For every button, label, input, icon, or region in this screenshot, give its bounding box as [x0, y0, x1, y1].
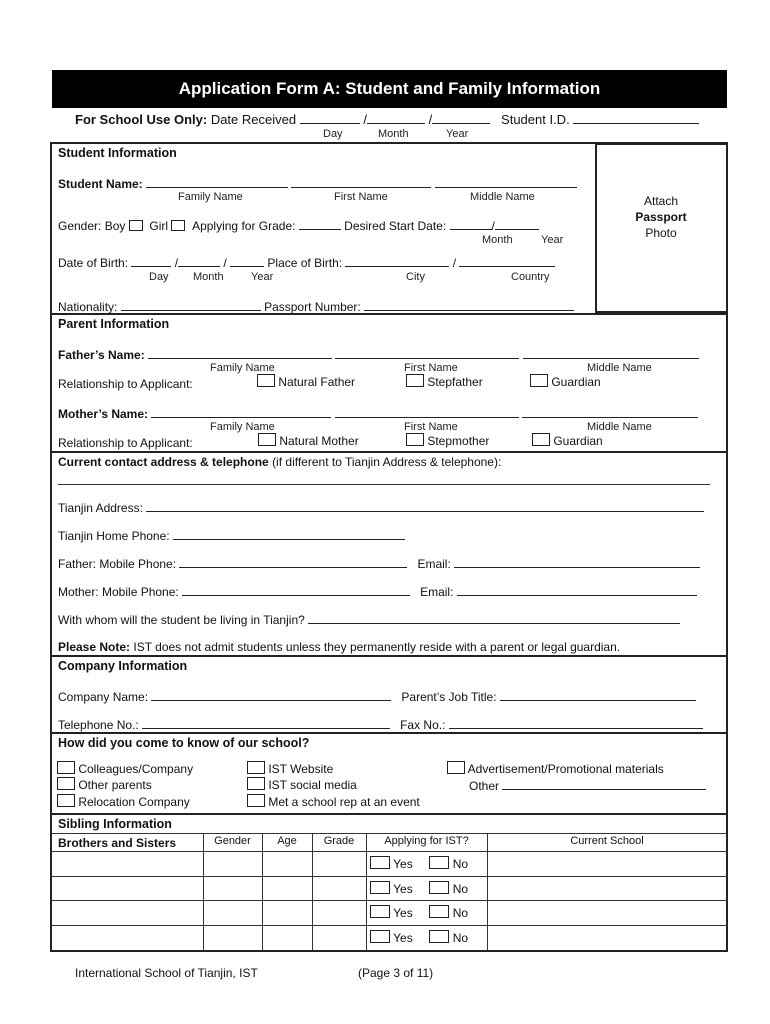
- sibling-4-no-label: No: [452, 931, 469, 945]
- mother-first-caption: First Name: [404, 421, 458, 433]
- referral-website[interactable]: [247, 761, 333, 776]
- father-first-caption: First Name: [404, 362, 458, 374]
- student-middle-name-caption: Middle Name: [470, 191, 535, 203]
- col-header-applying: Applying for IST?: [384, 835, 469, 847]
- home-phone-label: Tianjin Home Phone:: [58, 529, 170, 543]
- mother-first-name-field[interactable]: [335, 405, 519, 418]
- natural-mother-option[interactable]: [258, 433, 359, 448]
- referral-other-field[interactable]: [502, 777, 706, 790]
- nationality-label: Nationality:: [58, 300, 118, 314]
- nationality-row: [58, 298, 574, 314]
- living-with-row: [58, 611, 680, 627]
- sibling-row-4-applying: [370, 930, 468, 945]
- sibling-section-heading: Sibling Information: [58, 817, 172, 831]
- student-id-label: Student I.D.: [501, 112, 570, 127]
- company-section-heading: Company Information: [58, 659, 188, 673]
- father-name-label: Father’s Name:: [58, 348, 145, 362]
- tianjin-address-field[interactable]: [146, 499, 704, 512]
- photo-caption: [596, 193, 726, 241]
- father-relationship-label: Relationship to Applicant:: [58, 377, 193, 391]
- social-media-label: IST social media: [268, 778, 357, 792]
- note-label: Please Note:: [58, 640, 131, 654]
- school-use-month-caption: Month: [378, 128, 409, 140]
- father-mobile-field[interactable]: [179, 555, 407, 568]
- referral-advertisement[interactable]: [447, 761, 664, 776]
- sibling-row-line-4: [50, 925, 728, 926]
- stepfather-option[interactable]: [406, 374, 483, 389]
- sibling-4-yes-checkbox[interactable]: [370, 930, 390, 943]
- dob-day-field[interactable]: [131, 254, 171, 267]
- mother-family-name-field[interactable]: [151, 405, 331, 418]
- tianjin-address-row: [58, 499, 704, 515]
- sibling-3-yes-checkbox[interactable]: [370, 905, 390, 918]
- sibling-4-no-checkbox[interactable]: [429, 930, 449, 943]
- date-received-label: Date Received: [210, 112, 297, 127]
- col-header-current-school: Current School: [570, 835, 644, 847]
- referral-other-row: [469, 777, 706, 793]
- sibling-row-3-applying: [370, 905, 468, 920]
- natural-father-checkbox[interactable]: [257, 374, 275, 387]
- mother-mobile-field[interactable]: [182, 583, 410, 596]
- student-name-label: Student Name:: [58, 177, 143, 191]
- nationality-field[interactable]: [121, 298, 261, 311]
- student-family-name-caption: Family Name: [178, 191, 243, 203]
- referral-colleagues[interactable]: [57, 761, 193, 776]
- mother-mobile-row: [58, 583, 697, 599]
- stepmother-checkbox[interactable]: [406, 433, 424, 446]
- father-email-field[interactable]: [454, 555, 700, 568]
- colleagues-label: Colleagues/Company: [78, 762, 194, 776]
- father-mobile-row: [58, 555, 700, 571]
- col-header-grade: Grade: [323, 835, 355, 847]
- mother-family-caption: Family Name: [210, 421, 275, 433]
- sibling-2-no-label: No: [452, 882, 469, 896]
- fax-label: Fax No.:: [400, 718, 446, 732]
- website-checkbox[interactable]: [247, 761, 265, 774]
- school-rep-checkbox[interactable]: [247, 794, 265, 807]
- sibling-table-top: [50, 833, 728, 834]
- photo-photo-text: Photo: [645, 226, 677, 240]
- home-phone-field[interactable]: [173, 527, 405, 540]
- sibling-4-yes-label: Yes: [393, 931, 413, 945]
- mother-relationship-label: Relationship to Applicant:: [58, 436, 193, 450]
- contact-address-line[interactable]: [58, 484, 710, 485]
- divider-contact: [50, 451, 728, 453]
- mother-email-label: Email:: [420, 585, 454, 599]
- referral-section-heading: How did you come to know of our school?: [58, 736, 310, 750]
- start-year-caption: Year: [541, 234, 564, 246]
- relocation-checkbox[interactable]: [57, 794, 75, 807]
- grade-field[interactable]: [299, 217, 341, 230]
- col-header-siblings: Brothers and Sisters: [58, 836, 177, 850]
- dob-year-field[interactable]: [230, 254, 264, 267]
- natural-mother-label: Natural Mother: [279, 434, 359, 448]
- sibling-row-1-applying: [370, 856, 468, 871]
- sibling-1-no-label: No: [452, 857, 469, 871]
- date-received-month-field[interactable]: [367, 111, 425, 124]
- father-family-name-field[interactable]: [148, 346, 332, 359]
- living-with-label: With whom will the student be living in Tianjin?: [58, 613, 305, 627]
- other-parents-label: Other parents: [78, 778, 152, 792]
- job-title-field[interactable]: [500, 688, 696, 701]
- grade-label: Applying for Grade:: [192, 219, 296, 233]
- father-mobile-label: Father: Mobile Phone:: [58, 557, 177, 571]
- gender-boy-label: Gender: Boy: [58, 219, 126, 233]
- pob-city-caption: City: [406, 271, 425, 283]
- sibling-2-no-checkbox[interactable]: [429, 881, 449, 894]
- website-label: IST Website: [268, 762, 334, 776]
- start-year-field[interactable]: [495, 217, 539, 230]
- note-row: [58, 640, 620, 654]
- contact-heading-row: [58, 455, 501, 469]
- company-phone-label: Telephone No.:: [58, 718, 139, 732]
- dob-day-caption: Day: [149, 271, 169, 283]
- mother-mobile-label: Mother: Mobile Phone:: [58, 585, 179, 599]
- referral-relocation[interactable]: [57, 794, 190, 809]
- pob-label: Place of Birth:: [267, 256, 343, 270]
- fax-field[interactable]: [449, 716, 703, 729]
- sibling-row-line-2: [50, 876, 728, 877]
- footer-page: (Page 3 of 11): [358, 966, 434, 980]
- father-guardian-checkbox[interactable]: [530, 374, 548, 387]
- stepmother-option[interactable]: [406, 433, 489, 448]
- school-use-label: For School Use Only:: [75, 112, 208, 127]
- gender-girl-label: Girl: [149, 219, 169, 233]
- school-rep-label: Met a school rep at an event: [268, 795, 420, 809]
- sibling-row-line-1: [50, 851, 728, 852]
- col-header-gender: Gender: [214, 835, 251, 847]
- living-with-field[interactable]: [308, 611, 680, 624]
- referral-school-rep[interactable]: [247, 794, 420, 809]
- student-name-row: [58, 175, 577, 191]
- note-text: IST does not admit students unless they permanently reside with a parent or legal guardian.: [133, 640, 621, 654]
- photo-passport-text: Passport: [635, 210, 687, 224]
- start-month-field[interactable]: [450, 217, 492, 230]
- photo-attach-text: Attach: [643, 194, 679, 208]
- school-use-row: For School Use Only: Date Received / / Student I.D.: [75, 111, 699, 127]
- contact-section-heading: Current contact address & telephone: [58, 455, 269, 469]
- dob-year-caption: Year: [251, 271, 274, 283]
- referral-social-media[interactable]: [247, 777, 357, 792]
- social-media-checkbox[interactable]: [247, 777, 265, 790]
- pob-country-caption: Country: [511, 271, 550, 283]
- mother-middle-name-field[interactable]: [522, 405, 698, 418]
- stepmother-label: Stepmother: [427, 434, 490, 448]
- sibling-3-no-checkbox[interactable]: [429, 905, 449, 918]
- mother-guardian-option[interactable]: [532, 433, 603, 448]
- boy-checkbox[interactable]: [129, 220, 143, 231]
- date-received-day-field[interactable]: [300, 111, 360, 124]
- mother-middle-caption: Middle Name: [587, 421, 652, 433]
- school-use-year-caption: Year: [446, 128, 469, 140]
- student-section-heading: Student Information: [58, 146, 177, 160]
- divider-parent: [50, 313, 728, 315]
- father-family-caption: Family Name: [210, 362, 275, 374]
- sibling-row-2-applying: [370, 881, 468, 896]
- father-guardian-option[interactable]: [530, 374, 601, 389]
- tianjin-address-label: Tianjin Address:: [58, 501, 143, 515]
- company-phone-row: [58, 716, 703, 732]
- advertisement-label: Advertisement/Promotional materials: [467, 762, 664, 776]
- natural-father-label: Natural Father: [278, 375, 356, 389]
- referral-other-parents[interactable]: [57, 777, 152, 792]
- stepfather-label: Stepfather: [427, 375, 483, 389]
- dob-month-field[interactable]: [178, 254, 220, 267]
- referral-other-label: Other: [469, 779, 500, 793]
- birth-row: Date of Birth: / / Place of Birth: /: [58, 254, 555, 270]
- form-title: Application Form A: Student and Family Information: [52, 70, 727, 108]
- dob-month-caption: Month: [193, 271, 224, 283]
- gender-grade-row: Gender: Boy Girl Applying for Grade: Desired Start Date: /: [58, 217, 539, 233]
- sibling-1-yes-label: Yes: [393, 857, 413, 871]
- father-guardian-label: Guardian: [551, 375, 601, 389]
- divider-company: [50, 655, 728, 657]
- sibling-row-line-3: [50, 900, 728, 901]
- mother-guardian-checkbox[interactable]: [532, 433, 550, 446]
- pob-country-field[interactable]: [459, 254, 555, 267]
- sibling-2-yes-checkbox[interactable]: [370, 881, 390, 894]
- student-first-name-caption: First Name: [334, 191, 388, 203]
- company-phone-field[interactable]: [142, 716, 390, 729]
- student-id-field[interactable]: [573, 111, 699, 124]
- father-name-row: [58, 346, 699, 362]
- date-received-year-field[interactable]: [432, 111, 490, 124]
- relocation-label: Relocation Company: [78, 795, 190, 809]
- father-email-label: Email:: [417, 557, 451, 571]
- company-name-row: [58, 688, 696, 704]
- school-use-day-caption: Day: [323, 128, 343, 140]
- parent-section-heading: Parent Information: [58, 317, 170, 331]
- pob-city-field[interactable]: [345, 254, 449, 267]
- company-name-label: Company Name:: [58, 690, 149, 704]
- sibling-1-yes-checkbox[interactable]: [370, 856, 390, 869]
- mother-guardian-label: Guardian: [553, 434, 603, 448]
- advertisement-checkbox[interactable]: [447, 761, 465, 774]
- colleagues-checkbox[interactable]: [57, 761, 75, 774]
- father-middle-caption: Middle Name: [587, 362, 652, 374]
- student-family-name-field[interactable]: [146, 175, 288, 188]
- student-first-name-field[interactable]: [291, 175, 431, 188]
- natural-mother-checkbox[interactable]: [258, 433, 276, 446]
- dob-label: Date of Birth:: [58, 256, 129, 270]
- stepfather-checkbox[interactable]: [406, 374, 424, 387]
- sibling-1-no-checkbox[interactable]: [429, 856, 449, 869]
- footer-school: International School of Tianjin, IST: [75, 966, 258, 980]
- passport-number-field[interactable]: [364, 298, 574, 311]
- natural-father-option[interactable]: [257, 374, 355, 389]
- divider-referral: [50, 732, 728, 734]
- mother-email-field[interactable]: [457, 583, 697, 596]
- sibling-3-yes-label: Yes: [393, 906, 413, 920]
- student-middle-name-field[interactable]: [435, 175, 577, 188]
- father-first-name-field[interactable]: [335, 346, 519, 359]
- mother-name-label: Mother’s Name:: [58, 407, 149, 421]
- job-title-label: Parent’s Job Title:: [401, 690, 497, 704]
- contact-heading-note: (if different to Tianjin Address & telephone):: [272, 455, 502, 469]
- other-parents-checkbox[interactable]: [57, 777, 75, 790]
- girl-checkbox[interactable]: [171, 220, 185, 231]
- sibling-3-no-label: No: [452, 906, 469, 920]
- divider-sibling: [50, 813, 728, 815]
- start-month-caption: Month: [482, 234, 513, 246]
- sibling-2-yes-label: Yes: [393, 882, 413, 896]
- home-phone-row: [58, 527, 405, 543]
- mother-name-row: [58, 405, 698, 421]
- company-name-field[interactable]: [151, 688, 391, 701]
- father-middle-name-field[interactable]: [523, 346, 699, 359]
- start-date-label: Desired Start Date:: [344, 219, 447, 233]
- passport-number-label: Passport Number:: [264, 300, 361, 314]
- col-header-age: Age: [277, 835, 297, 847]
